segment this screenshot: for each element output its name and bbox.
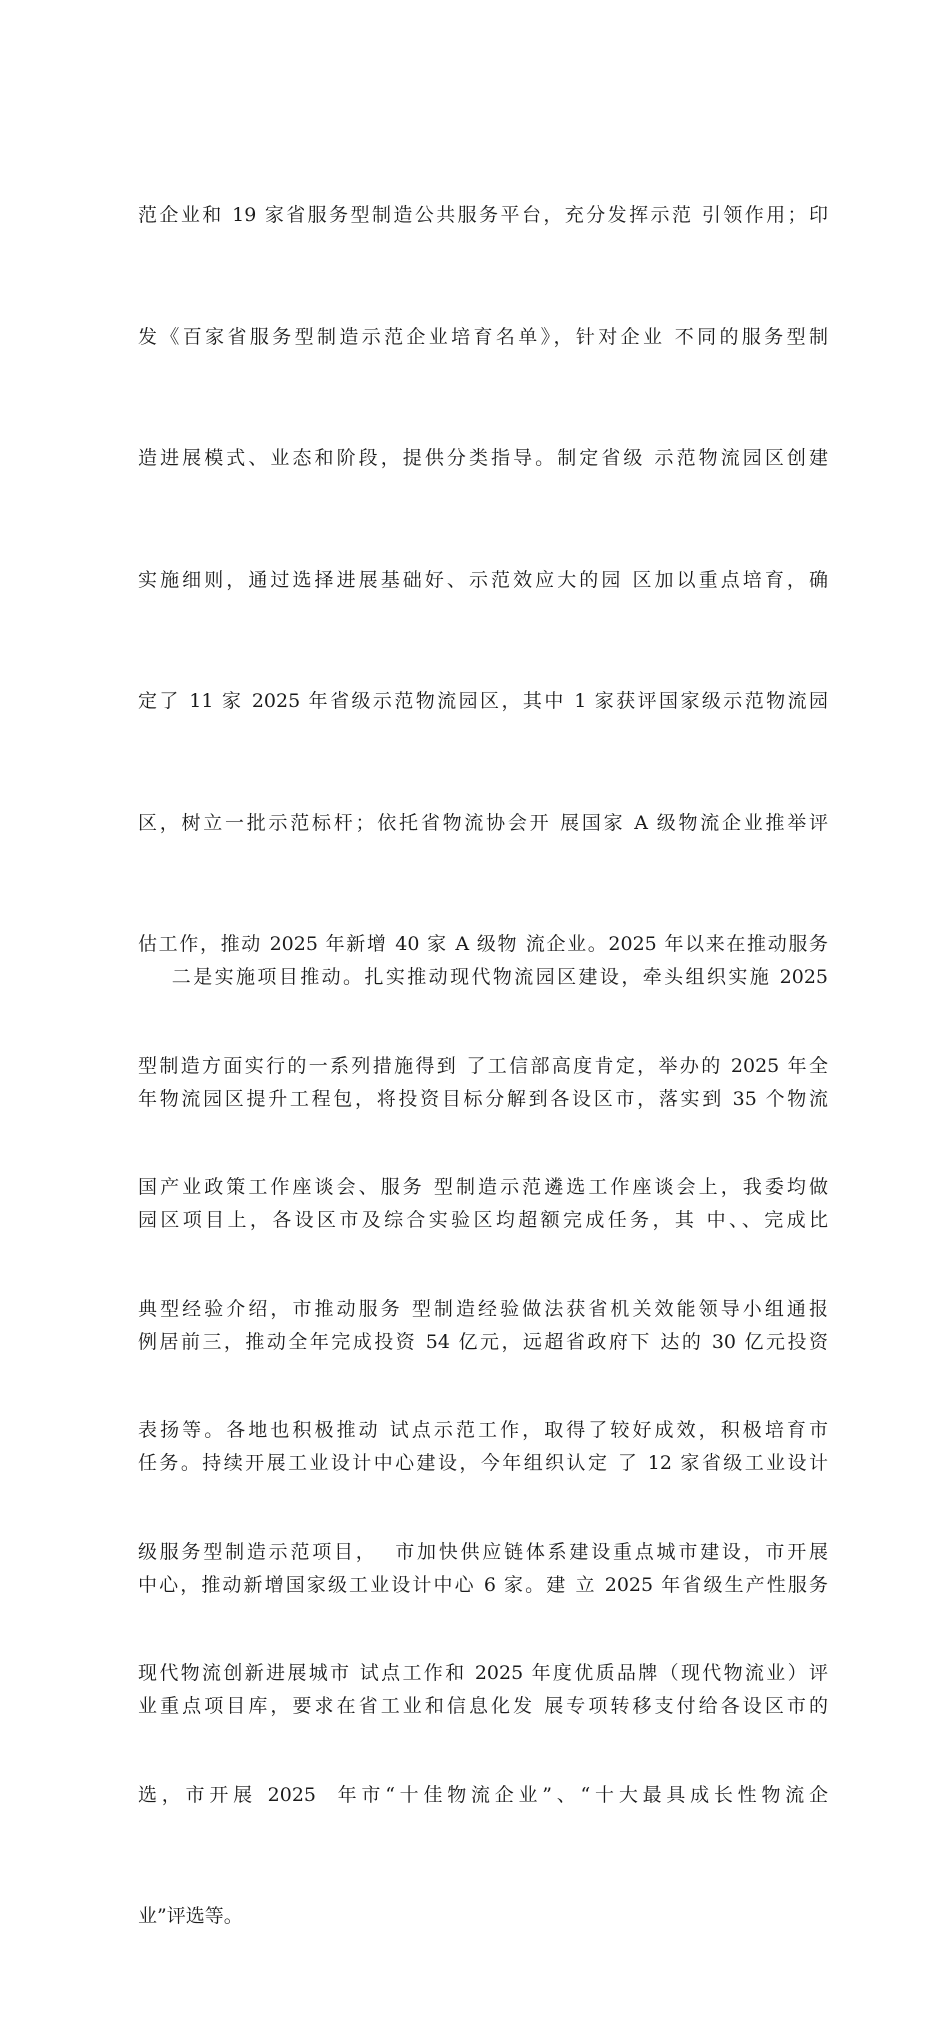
paragraph-line: 典型经验介绍，市推动服务 型制造经验做法获省机关效能领导小组通报: [138, 1297, 828, 1320]
paragraph-line: 发《百家省服务型制造示范企业培育名单》，针对企业 不同的服务型制: [138, 325, 828, 348]
paragraph-line: 型制造方面实行的一系列措施得到 了工信部高度肯定，举办的 2025 年全: [138, 1054, 828, 1077]
paragraph-line: 现代物流创新进展城市 试点工作和 2025 年度优质品牌（现代物流业）评: [138, 1662, 828, 1684]
paragraph-line: 二是实施项目推动。扎实推动现代物流园区建设，牵头组织实施 2025: [138, 966, 828, 988]
paragraph-line: 区，树立一批示范标杆；依托省物流协会开 展国家 A 级物流企业推举评: [138, 811, 828, 834]
paragraph-line: 国产业政策工作座谈会、服务 型制造示范遴选工作座谈会上，我委均做: [138, 1176, 828, 1198]
paragraph-line: 例居前三，推动全年完成投资 54 亿元，远超省政府下 达的 30 亿元投资: [138, 1330, 828, 1353]
paragraph-line: 园区项目上，各设区市及综合实验区均超额完成任务，其 中、、完成比: [138, 1209, 828, 1231]
paragraph-line: 任务。持续开展工业设计中心建设，今年组织认定 了 12 家省级工业设计: [138, 1452, 828, 1474]
paragraph-line: 表扬等。各地也积极推动 试点示范工作，取得了较好成效，积极培育市: [138, 1419, 828, 1441]
paragraph-line: 实施细则，通过选择进展基础好、示范效应大的园 区加以重点培育，确: [138, 568, 828, 591]
paragraph-line: 年物流园区提升工程包，将投资目标分解到各设区市，落实到 35 个物流: [138, 1087, 828, 1110]
paragraph-2: [138, 876, 828, 1808]
paragraph-line: 业”评选等。: [138, 1905, 243, 1927]
paragraph-line: 范企业和 19 家省服务型制造公共服务平台，充分发挥示范 引领作用；印: [138, 204, 828, 226]
paragraph-line: 选，市开展 2025 年市“十佳物流企业”、“十大最具成长性物流企: [138, 1783, 828, 1806]
paragraph-line: 级服务型制造示范项目， 市加快供应链体系建设重点城市建设，市开展: [138, 1540, 828, 1563]
paragraph-line: 中心，推动新增国家级工业设计中心 6 家。建 立 2025 年省级生产性服务: [138, 1573, 828, 1596]
paragraph-line: 业重点项目库，要求在省工业和信息化发 展专项转移支付给各设区市的: [138, 1695, 828, 1717]
paragraph-line: 估工作，推动 2025 年新增 40 家 A 级物 流企业。2025 年以来在推动服务: [138, 933, 828, 955]
paragraph-line: 定了 11 家 2025 年省级示范物流园区，其中 1 家获评国家级示范物流园: [138, 690, 828, 712]
paragraph-line: 造进展模式、业态和阶段，提供分类指导。制定省级 示范物流园区创建: [138, 447, 828, 469]
